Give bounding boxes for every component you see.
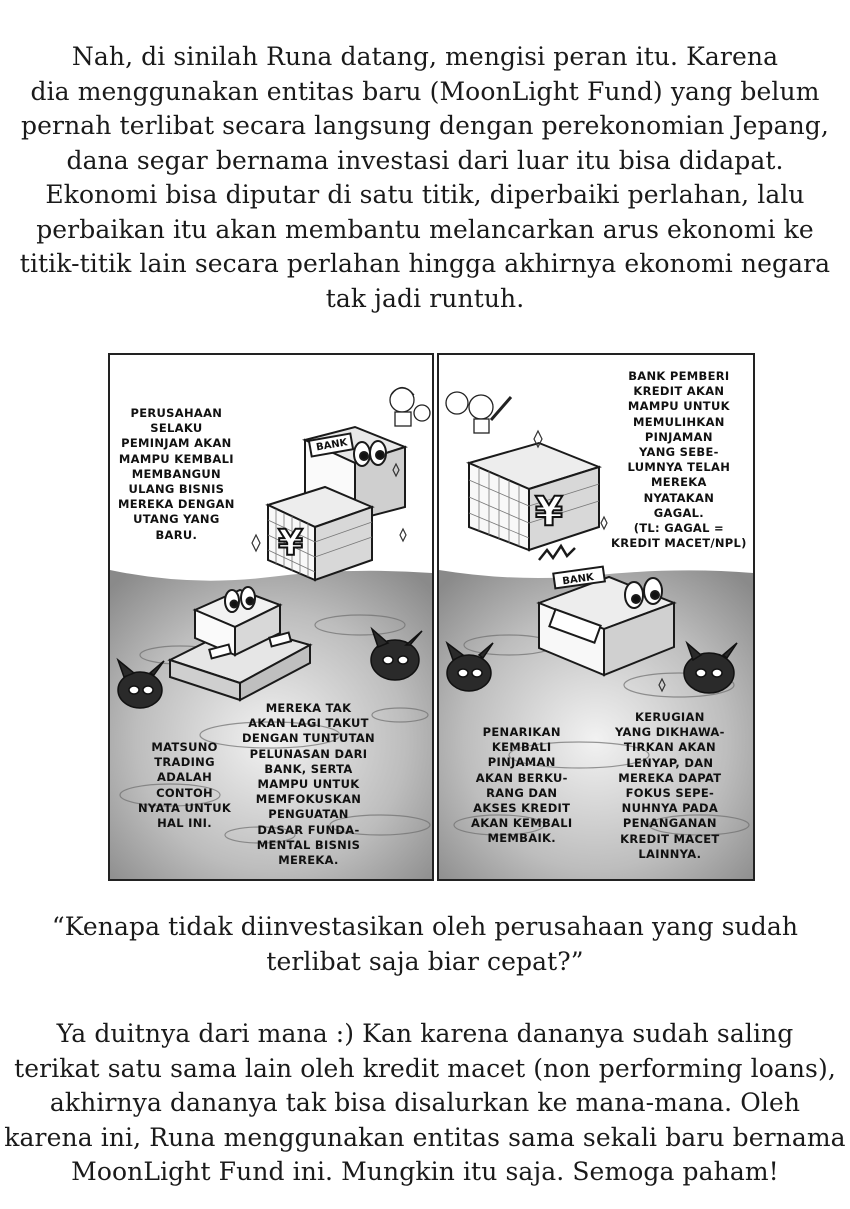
caption-line: PENGUATAN [268, 807, 349, 822]
intro-paragraph [0, 40, 850, 316]
caption-line: RANG DAN [486, 785, 558, 800]
text-line: tak jadi runtuh. [325, 283, 525, 313]
caption-line: AKAN KEMBALI [471, 816, 573, 831]
caption-line: LUMNYA TELAH [627, 460, 731, 475]
caption-line: BANK PEMBERI [628, 369, 730, 383]
caption-line: NYATA UNTUK [138, 800, 232, 815]
text-line: terikat satu sama lain oleh kredit macet (non performing loans), [14, 1053, 836, 1083]
caption-line: TIRKAN AKAN [623, 740, 716, 755]
text-line: titik-titik lain secara perlahan hingga akhirnya ekonomi negara [19, 249, 831, 278]
caption-line: PEMINJAM AKAN [121, 436, 232, 451]
caption-line: LENYAP, DAN [626, 755, 714, 770]
caption-line: DENGAN TUNTUTAN [242, 731, 375, 746]
text-line: terlibat saja biar cepat?” [266, 946, 584, 976]
caption-line: MEMULIHKAN [632, 414, 725, 429]
caption-line: YANG DIKHAWA- [615, 725, 725, 740]
text-line: “Kenapa tidak diinvestasikan oleh perusahaan yang sudah [51, 912, 799, 941]
answer-paragraph [0, 1017, 850, 1190]
caption-line: YANG SEBE- [638, 445, 719, 460]
caption-line: MAMPU UNTUK [627, 399, 730, 414]
caption-line: (TL: GAGAL = [633, 521, 724, 536]
yen-building-left [268, 487, 372, 580]
caption-line: KERUGIAN [635, 710, 705, 724]
caption-line: PENANGANAN [622, 816, 717, 831]
caption-line: DASAR FUNDA- [257, 822, 360, 837]
caption-line: GAGAL. [653, 505, 704, 520]
caption-line: TRADING [154, 755, 215, 770]
caption-line: PENARIKAN [482, 725, 561, 739]
caption-line: MAMPU UNTUK [257, 777, 360, 792]
caption-line: BARU. [155, 527, 198, 542]
caption-line: MEMFOKUSKAN [255, 792, 362, 807]
caption-line: KREDIT AKAN [633, 384, 725, 399]
caption-line: MAMPU KEMBALI [118, 451, 234, 466]
caption-line: UTANG YANG [133, 512, 220, 527]
caption-matsuno-trading [138, 740, 231, 831]
caption-line: FOKUS SEPE- [625, 786, 715, 801]
caption-line: MEREKA TAK [265, 701, 352, 715]
caption-no-fear [242, 701, 375, 868]
caption-line: AKAN BERKU- [475, 770, 568, 785]
caption-bank-recover [611, 369, 747, 551]
caption-withdrawal [471, 725, 572, 847]
yen-symbol-right: ¥ [535, 489, 563, 535]
caption-line: MEREKA DAPAT [618, 770, 722, 785]
text-line: karena ini, Runa menggunakan entitas sama sekali baru bernama [4, 1122, 846, 1152]
caption-line: NUHNYA PADA [621, 801, 719, 816]
caption-line: PINJAMAN [487, 755, 556, 770]
text-line: dana segar bernama investasi dari luar itu bisa didapat. [66, 145, 784, 175]
caption-line: MEREKA DENGAN [118, 497, 235, 512]
caption-line: ULANG BISNIS [128, 482, 225, 497]
yen-building-right [469, 443, 599, 550]
caption-line: KREDIT MACET/NPL) [611, 536, 747, 551]
caption-line: PINJAMAN [644, 429, 713, 444]
caption-line: KREDIT MACET [620, 831, 720, 846]
comic-panel-right [437, 353, 755, 881]
caption-line: CONTOH [156, 785, 213, 800]
bank-sign-right: BANK [561, 572, 595, 588]
caption-line: BANK, SERTA [264, 761, 353, 776]
bank-building-sinking [539, 546, 674, 675]
caption-line: KEMBALI [491, 740, 552, 755]
text-line: Ekonomi bisa diputar di satu titik, diperbaiki perlahan, lalu [45, 180, 805, 209]
text-line: pernah terlibat secara langsung dengan perekonomian Jepang, [21, 111, 829, 140]
chibi-characters-left [390, 388, 430, 427]
text-line: perbaikan itu akan membantu melancarkan arus ekonomi ke [36, 214, 814, 244]
caption-company-rebuild [118, 406, 235, 543]
caption-line: MEMBANGUN [131, 466, 221, 481]
text-line: MoonLight Fund ini. Mungkin itu saja. Semoga paham! [71, 1157, 779, 1186]
caption-line: PELUNASAN DARI [249, 746, 368, 761]
caption-line: AKAN LAGI TAKUT [248, 716, 369, 731]
caption-line: MATSUNO [151, 740, 218, 754]
caption-line: LAINNYA. [638, 846, 702, 861]
yen-symbol-left: ¥ [278, 523, 304, 564]
chibi-characters-right [446, 392, 511, 433]
caption-line: MENTAL BISNIS [256, 837, 361, 852]
caption-line: AKSES KREDIT [473, 801, 571, 816]
caption-line: SELAKU [150, 421, 203, 436]
text-line: Nah, di sinilah Runa datang, mengisi peran itu. Karena [71, 42, 779, 71]
text-line: dia menggunakan entitas baru (MoonLight Fund) yang belum [30, 76, 820, 106]
caption-line: ADALAH [157, 770, 213, 785]
caption-line: NYATAKAN [643, 490, 715, 505]
text-line: akhirnya dananya tak bisa disalurkan ke mana-mana. Oleh [49, 1088, 801, 1117]
question-paragraph [0, 910, 850, 979]
comic-panel-left [108, 353, 434, 881]
caption-line: MEREKA [651, 475, 707, 490]
caption-line: HAL INI. [157, 816, 212, 831]
caption-line: MEREKA. [278, 853, 339, 868]
bank-sign-left: BANK [315, 437, 349, 454]
caption-line: PERUSAHAAN [130, 406, 223, 420]
caption-losses [615, 710, 725, 862]
text-line: Ya duitnya dari mana :) Kan karena dananya sudah saling [56, 1019, 794, 1048]
caption-line: MEMBAIK. [487, 831, 556, 846]
